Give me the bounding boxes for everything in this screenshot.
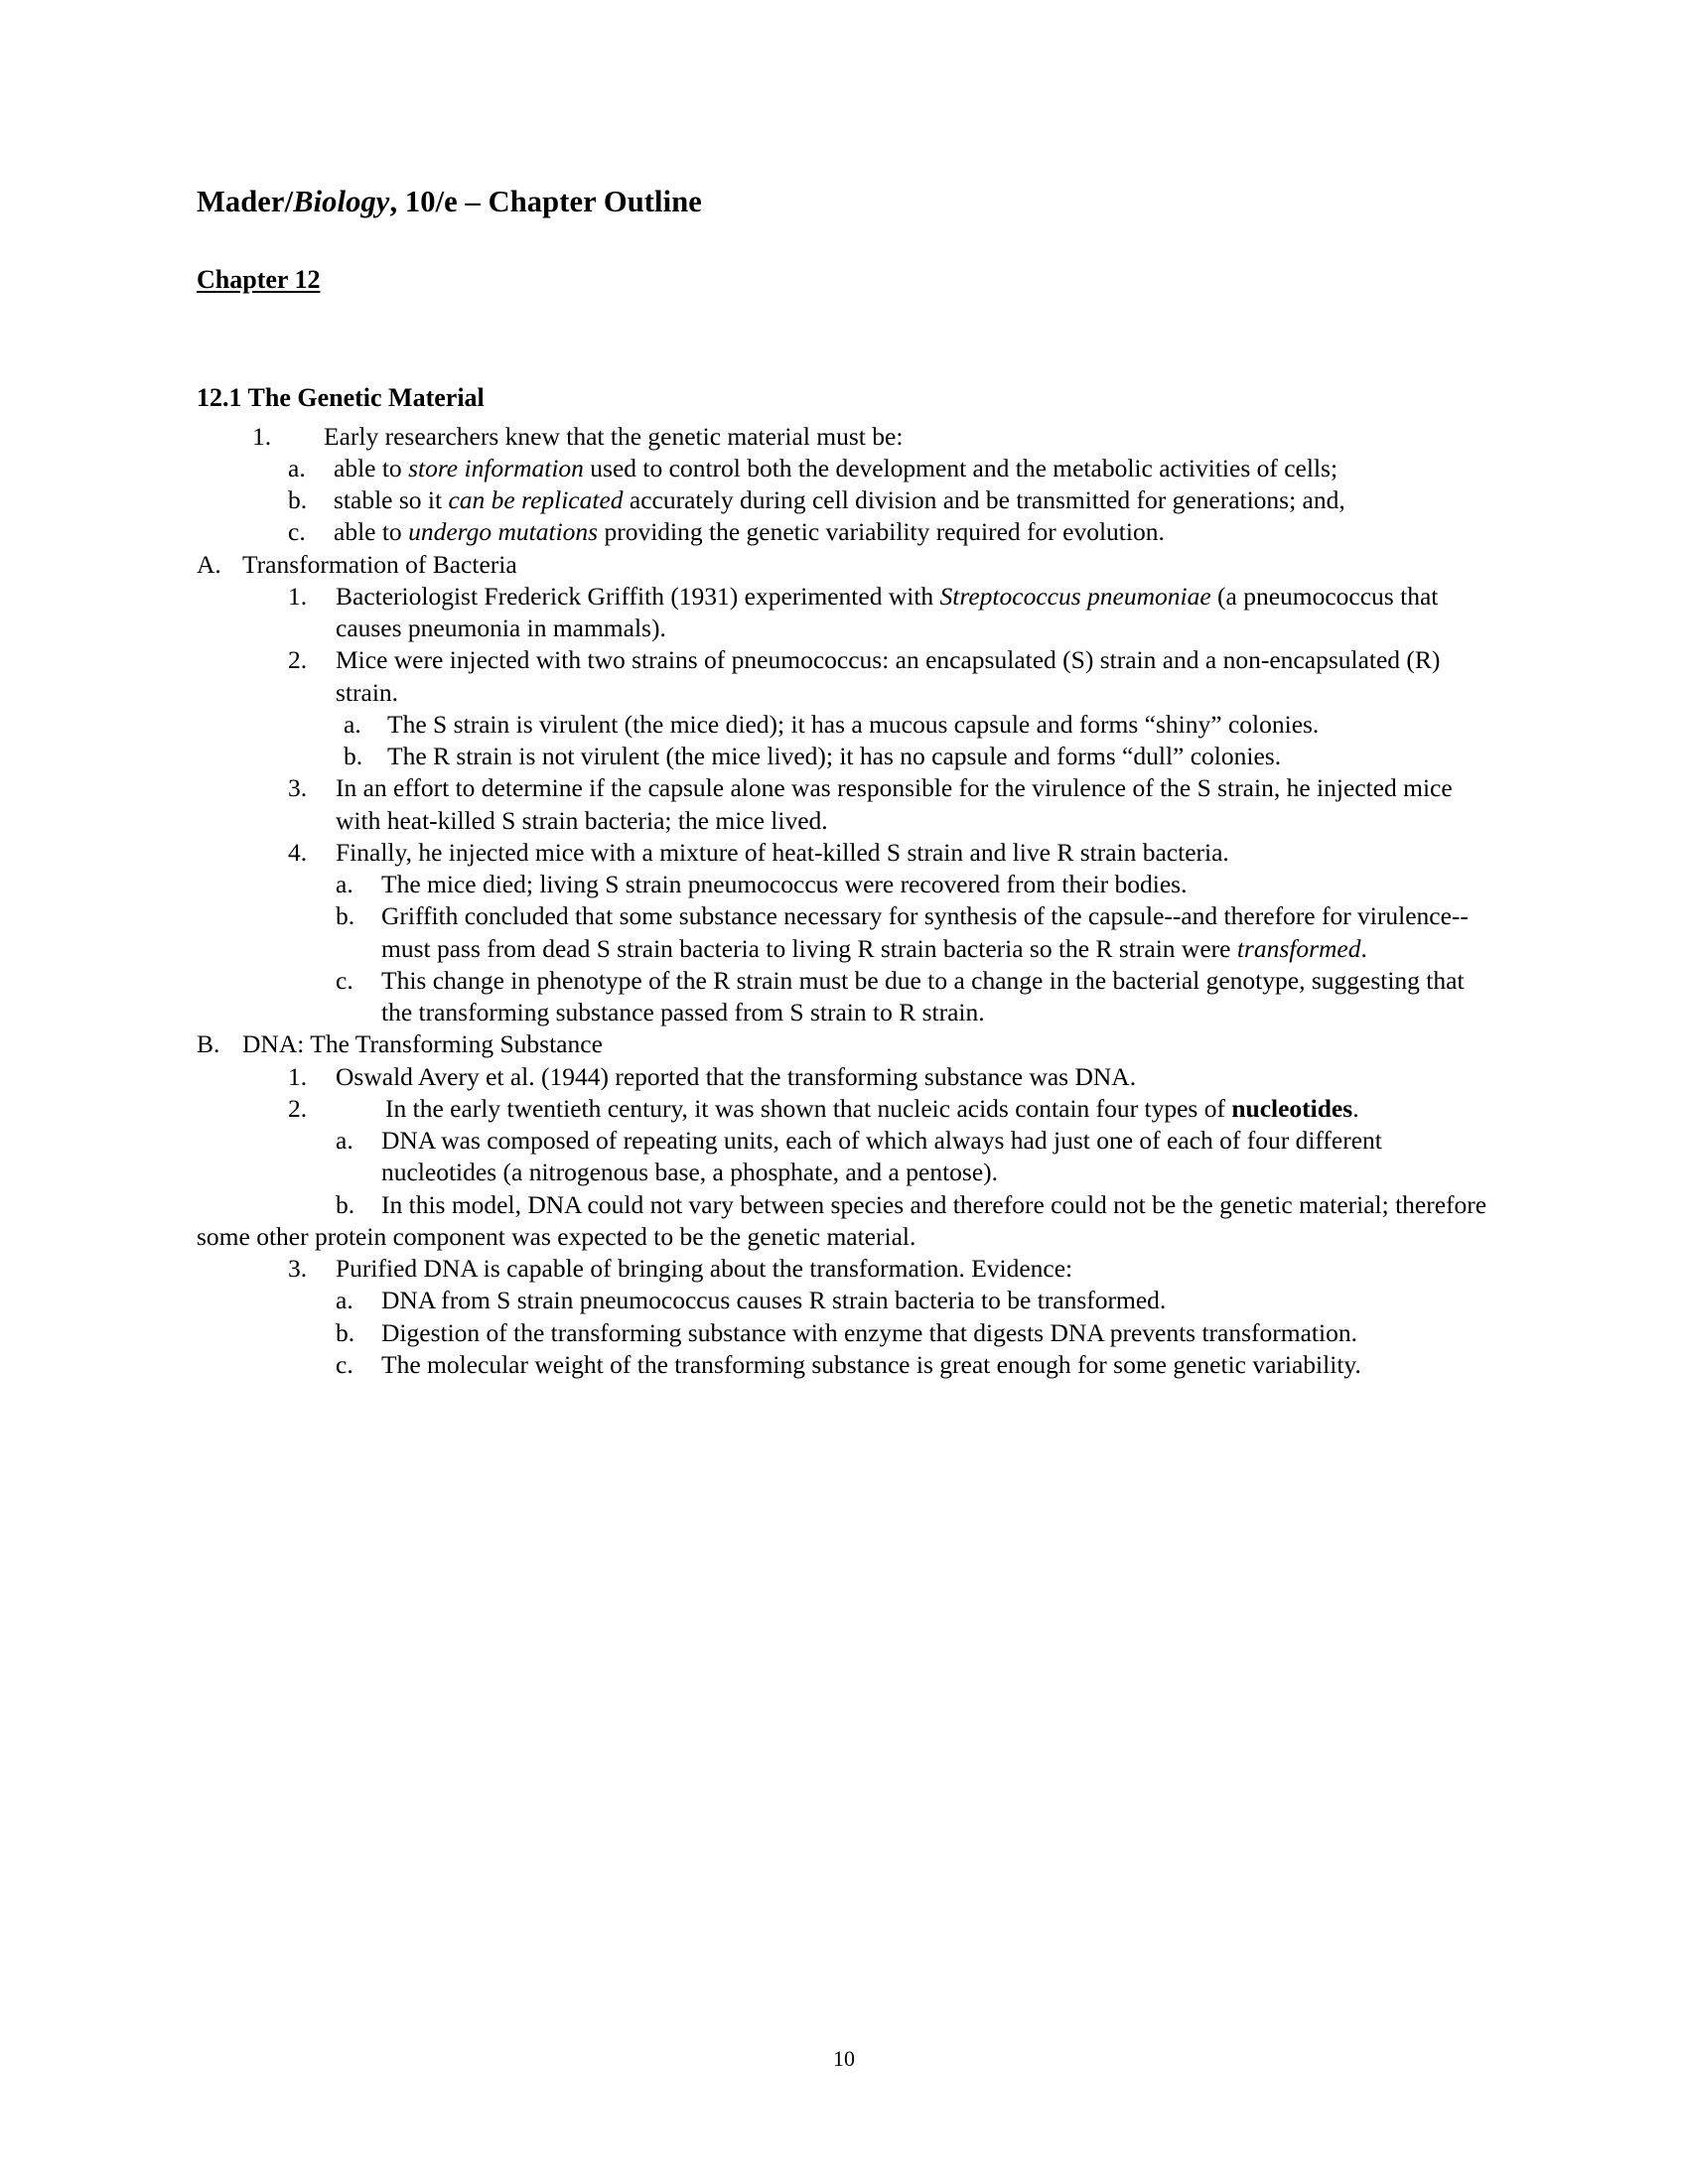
list-item-text: Transformation of Bacteria: [242, 549, 517, 579]
text-run: (a pneumococcus that causes pneumonia in mammals).: [336, 581, 1439, 643]
text-run: stable so it: [334, 485, 449, 515]
list-item: [197, 644, 1487, 709]
list-item-text: [197, 516, 1487, 548]
list-item: [197, 1028, 1487, 1060]
list-item: [197, 1125, 1487, 1189]
document-body: [197, 185, 1487, 1381]
text-run: In the early twentieth century, it was shown that nucleic acids contain four types of: [385, 1093, 1232, 1123]
list-marker: b.: [336, 1189, 355, 1219]
list-item: [197, 772, 1487, 837]
list-item-text: Oswald Avery et al. (1944) reported that the transforming substance was DNA.: [336, 1061, 1137, 1091]
list-marker: b.: [336, 1317, 355, 1347]
list-item-text: This change in phenotype of the R strain must be due to a change in the bacterial genotype, suggesting that the transforming substance passed from S strain to R strain.: [381, 965, 1465, 1027]
list-item: [197, 709, 1487, 741]
list-item: [197, 1317, 1487, 1349]
list-item: [197, 421, 1487, 453]
list-item: [197, 900, 1487, 965]
list-item: [197, 837, 1487, 869]
list-marker: 2.: [288, 645, 308, 675]
page-title: [197, 185, 1487, 219]
list-item: [197, 453, 1487, 484]
emphasis-run: undergo mutations: [408, 517, 599, 547]
list-marker: 3.: [288, 1254, 308, 1284]
text-run: Bacteriologist Frederick Griffith (1931) experimented with: [336, 581, 940, 611]
list-marker: b.: [336, 901, 355, 931]
section-heading: 12.1 The Genetic Material: [197, 383, 485, 413]
list-item-text: The mice died; living S strain pneumococcus were recovered from their bodies.: [381, 870, 1188, 899]
list-marker: a.: [288, 453, 306, 482]
list-marker: 1.: [288, 1061, 308, 1091]
list-item: [197, 484, 1487, 516]
list-item: [197, 1253, 1487, 1285]
list-item: [197, 965, 1487, 1029]
list-marker: c.: [336, 965, 353, 995]
list-item: [197, 741, 1487, 772]
list-item-text: [197, 581, 1487, 645]
text-run: able to: [334, 517, 409, 547]
text-run: providing the genetic variability required for evolution.: [598, 517, 1165, 547]
list-marker: a.: [336, 1286, 353, 1315]
list-item-text: The S strain is virulent (the mice died); it has a mucous capsule and forms “shiny” colonies.: [387, 709, 1320, 739]
list-item-text: [197, 484, 1487, 516]
list-marker: b.: [344, 742, 363, 771]
list-item-text: Early researchers knew that the genetic material must be:: [324, 421, 904, 451]
list-item-text: DNA from S strain pneumococcus causes R strain bacteria to be transformed.: [381, 1286, 1167, 1315]
chapter-heading: Chapter 12: [197, 265, 321, 295]
list-item: [197, 1093, 1487, 1125]
list-item-text: In this model, DNA could not vary between species and therefore could not be the genetic material; therefore some other protein component was expected to be the genetic material.: [197, 1189, 1487, 1251]
text-run: used to control both the development and the metabolic activities of cells;: [583, 453, 1338, 482]
emphasis-run: transformed: [1236, 933, 1361, 963]
list-item-text: The R strain is not virulent (the mice lived); it has no capsule and forms “dull” colonies.: [387, 742, 1282, 771]
text-run: able to: [334, 453, 409, 482]
list-marker: 1.: [288, 581, 308, 611]
list-item-text: [197, 900, 1487, 965]
list-item: [197, 869, 1487, 900]
list-marker: a.: [336, 1126, 353, 1156]
list-marker: 2.: [288, 1093, 308, 1123]
list-marker: c.: [288, 517, 306, 547]
list-item: [197, 1061, 1487, 1093]
list-marker: b.: [288, 485, 308, 515]
list-marker: A.: [197, 549, 221, 579]
list-item-text: Finally, he injected mice with a mixture of heat-killed S strain and live R strain bacteria.: [336, 837, 1229, 867]
list-marker: B.: [197, 1029, 220, 1059]
species-name: Streptococcus pneumoniae: [939, 581, 1211, 611]
list-item: [197, 1189, 1487, 1254]
list-marker: a.: [344, 709, 361, 739]
emphasis-run: can be replicated: [448, 485, 624, 515]
list-item-text: [197, 1093, 1487, 1125]
title-book-name: Biology: [293, 185, 390, 218]
list-item: [197, 581, 1487, 645]
text-run: accurately during cell division and be transmitted for generations; and,: [623, 485, 1345, 515]
list-item-text: Purified DNA is capable of bringing about the transformation. Evidence:: [336, 1254, 1073, 1284]
list-item: [197, 1285, 1487, 1316]
text-run: .: [1352, 1093, 1359, 1123]
list-marker: 4.: [288, 837, 308, 867]
key-term: nucleotides: [1231, 1093, 1353, 1123]
list-item-text: DNA: The Transforming Substance: [242, 1029, 603, 1059]
list-item: [197, 516, 1487, 548]
list-item-text: Mice were injected with two strains of pneumococcus: an encapsulated (S) strain and a non-encapsulated (R) strain.: [336, 645, 1441, 707]
list-item: [197, 549, 1487, 581]
list-item-text: In an effort to determine if the capsule alone was responsible for the virulence of the S strain, he injected mice with heat-killed S strain bacteria; the mice lived.: [336, 773, 1453, 835]
list-marker: c.: [336, 1349, 353, 1379]
title-prefix: Mader/: [197, 185, 294, 218]
list-marker: 1.: [252, 421, 272, 451]
text-run: Griffith concluded that some substance necessary for synthesis of the capsule--and therefore for virulence--must pass from dead S strain bacteria to living R strain bacteria so the R strain were: [381, 901, 1469, 963]
text-run: .: [1360, 933, 1367, 963]
list-item: [197, 1349, 1487, 1381]
list-item-text: DNA was composed of repeating units, each of which always had just one of each of four different nucleotides (a nitrogenous base, a phosphate, and a pentose).: [381, 1126, 1382, 1187]
title-suffix: , 10/e – Chapter Outline: [389, 185, 702, 218]
list-item-text: [197, 453, 1487, 484]
emphasis-run: store information: [408, 453, 584, 482]
list-marker: 3.: [288, 773, 308, 803]
list-item-text: The molecular weight of the transforming substance is great enough for some genetic variability.: [381, 1349, 1361, 1379]
page-number: 10: [833, 2046, 855, 2071]
list-marker: a.: [336, 870, 353, 899]
chapter-heading-row: [197, 265, 1487, 339]
list-item-text: Digestion of the transforming substance with enzyme that digests DNA prevents transformation.: [381, 1317, 1357, 1347]
